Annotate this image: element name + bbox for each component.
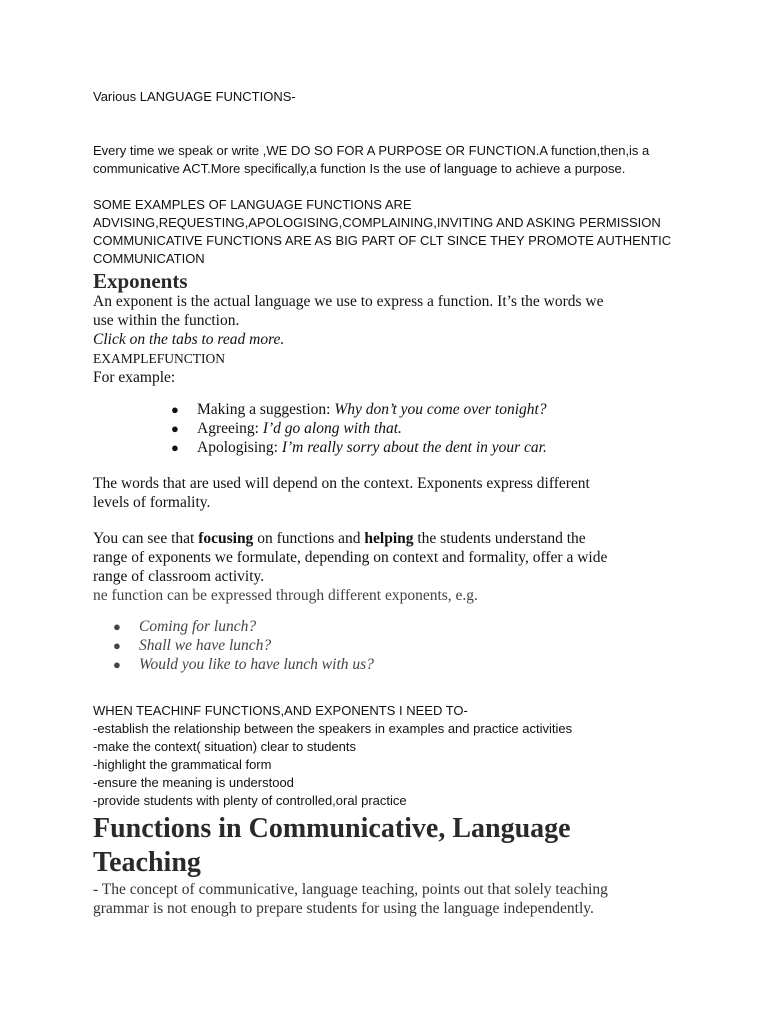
lunch-example: Shall we have lunch? bbox=[139, 637, 272, 654]
final-paragraph bbox=[93, 880, 693, 918]
bullet-icon: ● bbox=[113, 657, 121, 672]
bullet-icon: ● bbox=[113, 619, 121, 634]
focus-text: You can see that bbox=[93, 530, 199, 547]
focus-paragraph bbox=[93, 529, 693, 605]
teaching-section bbox=[93, 702, 693, 810]
examples-paragraph bbox=[93, 196, 693, 268]
list-item bbox=[113, 655, 693, 674]
definition-line: An exponent is the actual language we use to express a function. It’s the words we bbox=[93, 293, 604, 310]
final-line: grammar is not enough to prepare students for using the language independently. bbox=[93, 900, 594, 917]
function-label: Apologising: bbox=[197, 439, 278, 456]
context-line: The words that are used will depend on the context. Exponents express different bbox=[93, 475, 590, 492]
bullet-icon: ● bbox=[171, 440, 179, 455]
intro-line: communicative ACT.More specifically,a function Is the use of language to achieve a purpose. bbox=[93, 161, 626, 176]
lunch-example: Would you like to have lunch with us? bbox=[139, 656, 374, 673]
document-title: Various LANGUAGE FUNCTIONS- bbox=[93, 89, 296, 104]
examples-line: SOME EXAMPLES OF LANGUAGE FUNCTIONS ARE bbox=[93, 197, 412, 212]
list-item bbox=[113, 617, 693, 636]
focus-text: the students understand the bbox=[413, 530, 586, 547]
teaching-point: -ensure the meaning is understood bbox=[93, 775, 294, 790]
document-page bbox=[93, 88, 693, 918]
function-example: I’m really sorry about the dent in your car. bbox=[281, 439, 547, 456]
function-examples-list bbox=[171, 400, 693, 457]
teaching-heading: WHEN TEACHINF FUNCTIONS,AND EXPONENTS I NEED TO- bbox=[93, 703, 468, 718]
lunch-examples-list bbox=[113, 617, 693, 674]
final-line: - The concept of communicative, language teaching, points out that solely teaching bbox=[93, 881, 608, 898]
list-item bbox=[113, 636, 693, 655]
bullet-icon: ● bbox=[171, 402, 179, 417]
context-paragraph bbox=[93, 474, 693, 512]
exponents-heading: Exponents bbox=[93, 269, 188, 293]
examples-line: ADVISING,REQUESTING,APOLOGISING,COMPLAINING,INVITING AND ASKING PERMISSION bbox=[93, 215, 661, 230]
focus-text: on functions and bbox=[253, 530, 365, 547]
bullet-icon: ● bbox=[171, 421, 179, 436]
focus-line: range of exponents we formulate, depending on context and formality, offer a wide bbox=[93, 549, 608, 566]
teaching-point: -make the context( situation) clear to students bbox=[93, 739, 357, 754]
focus-bold-text: helping bbox=[364, 530, 414, 547]
teaching-point: -highlight the grammatical form bbox=[93, 757, 272, 772]
exponents-definition bbox=[93, 292, 693, 387]
section-heading-line: Functions in Communicative, Language bbox=[93, 813, 571, 844]
bullet-icon: ● bbox=[113, 638, 121, 653]
intro-line: Every time we speak or write ,WE DO SO FOR A PURPOSE OR FUNCTION.A function,then,is a bbox=[93, 143, 650, 158]
function-label: Making a suggestion: bbox=[197, 401, 331, 418]
function-label: Agreeing: bbox=[197, 420, 259, 437]
teaching-point: -establish the relationship between the speakers in examples and practice activities bbox=[93, 721, 573, 736]
focus-line bbox=[93, 529, 693, 548]
function-example: Why don’t you come over tonight? bbox=[334, 401, 547, 418]
function-example: I’d go along with that. bbox=[262, 420, 402, 437]
click-tabs-text: Click on the tabs to read more. bbox=[93, 331, 285, 348]
context-line: levels of formality. bbox=[93, 494, 211, 511]
examples-line: COMMUNICATIVE FUNCTIONS ARE AS BIG PART OF CLT SINCE THEY PROMOTE AUTHENTIC bbox=[93, 233, 672, 248]
lunch-example: Coming for lunch? bbox=[139, 618, 257, 635]
example-function-label: EXAMPLEFUNCTION bbox=[93, 351, 226, 366]
for-example-label: For example: bbox=[93, 369, 176, 386]
focus-bold-text: focusing bbox=[198, 530, 254, 547]
list-item bbox=[171, 438, 693, 457]
section-heading-line: Teaching bbox=[93, 847, 201, 878]
list-item bbox=[171, 400, 693, 419]
list-item bbox=[171, 419, 693, 438]
intro-paragraph bbox=[93, 142, 693, 178]
definition-line: use within the function. bbox=[93, 312, 240, 329]
focus-line: range of classroom activity. bbox=[93, 568, 265, 585]
section-heading bbox=[93, 812, 693, 880]
one-function-line: ne function can be expressed through different exponents, e.g. bbox=[93, 587, 478, 604]
examples-line: COMMUNICATION bbox=[93, 251, 205, 266]
teaching-point: -provide students with plenty of controlled,oral practice bbox=[93, 793, 407, 808]
